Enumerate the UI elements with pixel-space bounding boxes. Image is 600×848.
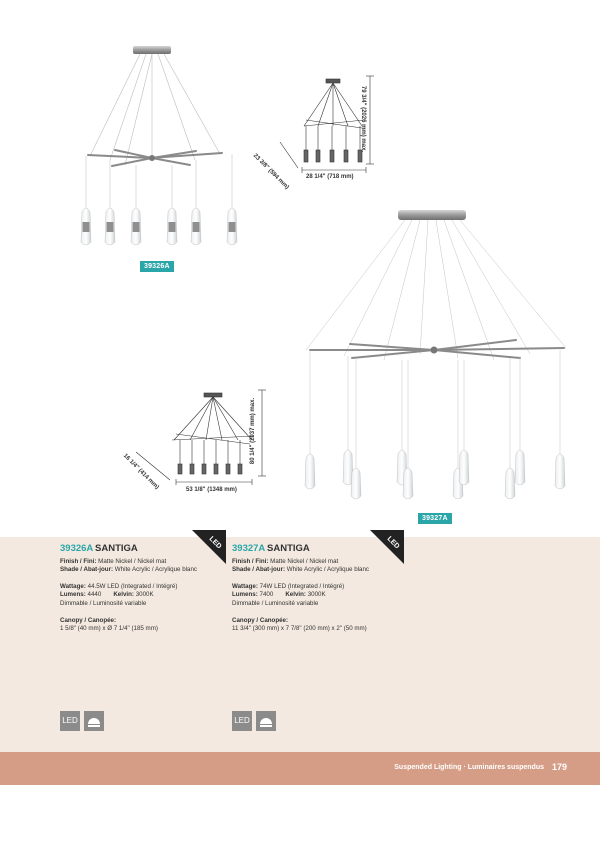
chandelier-39326a (81, 46, 237, 245)
product-sku: 39326A (60, 543, 94, 554)
canopy-label: Canopy / Canopée: (60, 616, 117, 624)
wattage-value: 74W LED (Integrated / Intégré) (259, 582, 345, 590)
finish-label: Finish / Fini: (60, 557, 97, 565)
finish-label: Finish / Fini: (232, 557, 269, 565)
product-name: SANTIGA (95, 543, 138, 554)
lumens-value: 7400 (259, 591, 274, 599)
canopy-value: 1 5/8" (40 mm) x Ø 7 1/4" (185 mm) (60, 625, 158, 633)
shade-label: Shade / Abat-jour: (232, 566, 286, 574)
chandelier-39327a (305, 210, 566, 499)
wattage-label: Wattage: (60, 582, 86, 590)
dimmable-text: Dimmable / Luminosité variable (232, 599, 319, 607)
product-name: SANTIGA (267, 543, 310, 554)
large-depth-label: 16 1/4" (414 mm) (121, 452, 160, 491)
finish-value: Matte Nickel / Nickel mat (98, 557, 167, 565)
product-badge-39327a: 39327A (418, 513, 452, 524)
finish-value: Matte Nickel / Nickel mat (270, 557, 339, 565)
led-corner-text-right: LED (385, 535, 401, 551)
kelvin-value: 3000K (307, 591, 326, 599)
large-height-label: 80 1/4" (2037 mm) max. (250, 397, 257, 465)
canopy-value: 11 3/4" (300 mm) x 7 7/8" (200 mm) x 2" (50 mm) (232, 625, 367, 633)
small-height-label: 79 3/4" (2026 mm) max. (360, 85, 367, 153)
shade-value: White Acrylic / Acrylique blanc (286, 566, 369, 574)
product-sku: 39327A (232, 543, 266, 554)
dimension-diagram-39327a (136, 390, 266, 485)
lumens-label: Lumens: (60, 591, 86, 599)
large-width-label: 53 1/8" (1348 mm) (186, 487, 237, 493)
shade-label: Shade / Abat-jour: (60, 566, 114, 574)
led-corner-tag-left (192, 530, 226, 564)
wattage-value: 44.5W LED (Integrated / Intégré) (87, 582, 178, 590)
product-badge-39326a: 39326A (140, 261, 174, 272)
led-icon: LED (232, 711, 252, 731)
lumens-label: Lumens: (232, 591, 258, 599)
dimmable-text: Dimmable / Luminosité variable (60, 599, 147, 607)
kelvin-label: Kelvin: (285, 591, 306, 599)
dimmable-icon (84, 711, 104, 731)
product-spec-39326a (60, 545, 197, 634)
wattage-label: Wattage: (232, 582, 258, 590)
product-spec-39327a (232, 545, 369, 634)
kelvin-value: 3000K (135, 591, 154, 599)
kelvin-label: Kelvin: (113, 591, 134, 599)
canopy-label: Canopy / Canopée: (232, 616, 289, 624)
footer-section-title: Suspended Lighting · Luminaires suspendus (394, 764, 544, 771)
small-depth-label: 23 3/8" (594 mm) (251, 152, 290, 191)
small-width-label: 28 1/4" (718 mm) (306, 174, 354, 180)
lumens-value: 4440 (87, 591, 102, 599)
shade-value: White Acrylic / Acrylique blanc (114, 566, 197, 574)
page-number: 179 (552, 762, 568, 772)
led-icon: LED (60, 711, 80, 731)
dimmable-icon (256, 711, 276, 731)
led-corner-tag-right (370, 530, 404, 564)
led-corner-text-left: LED (207, 535, 223, 551)
